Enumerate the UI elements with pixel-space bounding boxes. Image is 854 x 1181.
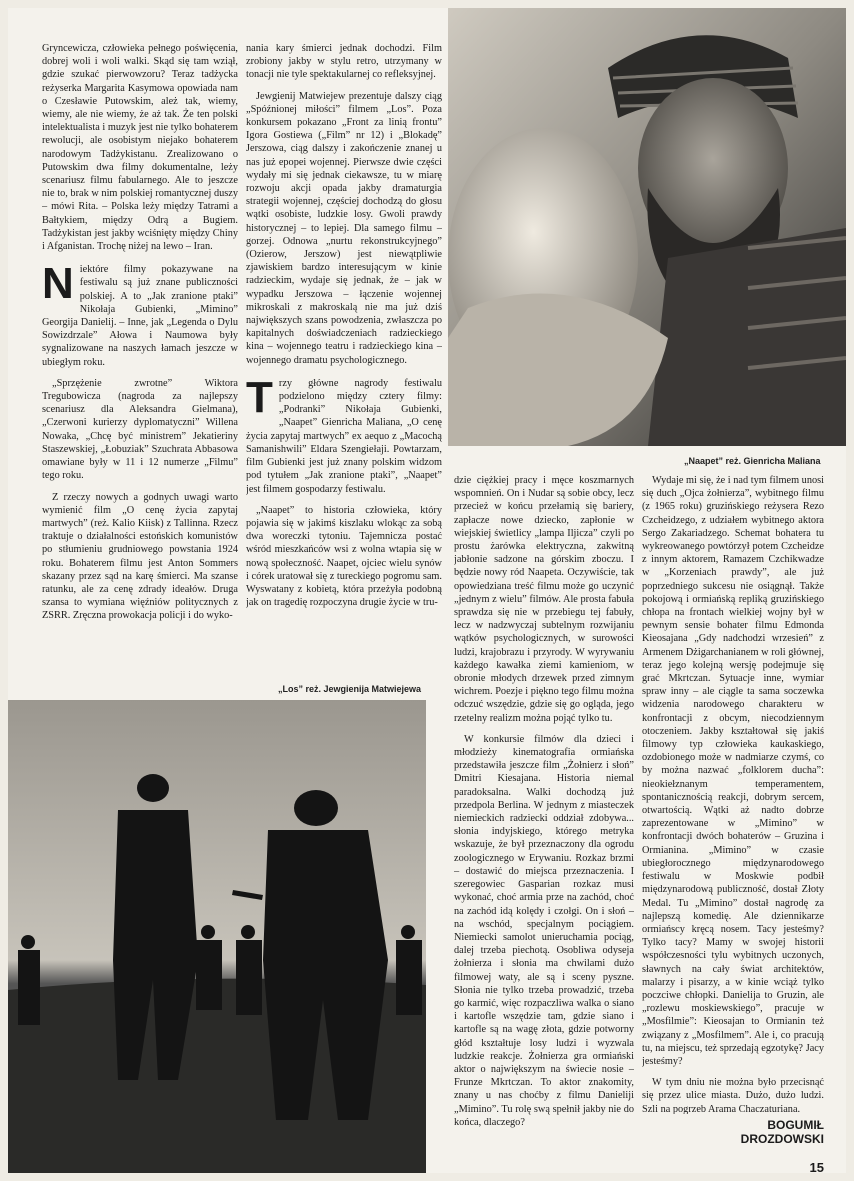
paragraph: Jewgienij Matwiejew prezentuje dalszy ciąg „Spóźnionej miłości” filmem „Los”. Poza konkursem pokazano „Front za linią frontu” Igora Gostiewa („Film” nr 12) i „Blokadę” Jerszowa, ciąg dalszy i zakończenie znanej u nas już epopei wojennej. Pierwsze dwie części wydały mi się jednak ciekawsze, tu w miarę rozwoju akcji opada jakby dramaturgia strategii wojennej, częściej dochodzą do głosu wątki osobiste, ludzkie losy. Gwoli prawdy historycznej – to lepiej. Dla samego filmu – gorzej. Odnowa „nurtu rekonstrukcyjnego” (Ozierow, Jerszow) jest niewątpliwie zjawiskiem bardzo interesującym w kinie radzieckim, wydaje się jednak, że – jak w wypadku Jerszowa – łączenie wojennej mikroskali z makroskalą nie ma już dziś największych szans powodzenia, zwłaszcza po kapitalnych doświadczeniach radzieckiego kina – wojennego teatru i radzieckiego kina – wojennego dramatu psychologicznego. [246, 90, 442, 366]
paragraph: Gryncewicza, człowieka pełnego poświęcenia, dobrej woli i woli walki. Skąd się tam wziął, gdzie szukać pierwowzoru? Teraz tadżycka reżyserka Margarita Kasymowa opowiada nam o Czesławie Putowskim, ależ tak, wiemy, wiemy, ale nie wiemy, że aż tak. Że ten polski intelektualista i muzyk jest nie tylko bohaterem rewolucji, ale osobistym niejako bohaterem narodowym Tadżykistanu. Zrealizowano o Putowskim dwa filmy dokumentalne, leży scenariusz filmu fabularnego. Ale to jeszcze nie to, brak w nim polskiej romantycznej duszy – mówi Rita. – Polska leży między Tatrami a Bałtykiem, między Odrą a Bugiem. Tadżykistan jest jakby wciśnięty między Chiny i Afganistan. Trochę niżej na lewo – Iran. [42, 43, 238, 253]
paragraph: Z rzeczy nowych a godnych uwagi warto wymienić film „O cenę życia zapytaj martwych” (reż. Kalio Kiisk) z Tallinna. Rzecz traktuje o działalności estońskich komunistów po stłumieniu grudniowego powstania 1924 roku. Bohaterem filmu jest Anton Sommers skazany przez sąd na karę śmierci. Ma szanse ratunku, ale za cenę zdrady ideałów. Druga szansa to wymiana więźniów politycznych z ZSRR. Zręczna prowokacja policji i do wyko- [42, 491, 238, 622]
paragraph-text: rzy główne nagrody festiwalu podzielono między cztery filmy: „Podranki” Nikołaja Gubienki, „Naapet” Gienricha Maliana, „O cenę życia zapytaj martwych” ex aequo z „Macochą Samanishwili” Eldara Szengiełaji. Powtarzam, film Gubienki jest już znany polskim widzom pod tytułem „Jak zranione ptaki”, „Naapet” jest filmem gospodarzy festiwalu. [246, 377, 442, 495]
paragraph-dropcap [246, 372, 442, 496]
photo-naapet-image [448, 8, 846, 446]
paragraph: „Naapet” to historia człowieka, który pojawia się w jakimś kiszlaku wlokąc za sobą dwa woreczki tytoniu. Tajemnicza postać wśród mieszkańców wsi z wolna wtapia się w nową społeczność. Naapet, ojciec wielu synów i córek uratował się z tureckiego pogromu sam. Wyswatany z kobietą, która przeżyła podobną jak on tragedię rozpoczyna drugie życie w tru- [246, 504, 442, 609]
paragraph: W konkursie filmów dla dzieci i młodzieży kinematografia ormiańska przedstawiła jeszcze film „Żołnierz i słoń” Dmitri Kiesajana. Historia niemal paradoksalna. Walki dochodzą już przedpola Berlina. W jednym z miasteczek niemieckich radziecki oddział zdobywa... słonia indyjskiego, którego metryka wskazuje, że był przeznaczony dla ogrodu zoologicznego w Erywaniu. Rozkaz brzmi – dostawić do miejsca przeznaczenia. I szeregowiec Gasparian rozkaz musi wykonać, choć armia prze na zachód, choć na zachód idą kolędy i czołgi. On i słoń – na wschód, specjalnym pociągiem. Niemiecki samolot unieruchamia pociąg, dalej trzeba piechotą. Osobliwa odyseja żołnierza i słonia ma chwilami dużo filmowej waty, ale są i sceny pyszne. Słonia nie tylko trzeba prowadzić, trzeba go karmić, więc rozpaczliwa walka o siano i kartofle wszędzie tam, gdzie siano i kartofle są na wagę złota, gdzie potworny głód kształtuje losy ludzi i wyzwala ludzkie reakcje. Żołnierza gra ormiański aktor o największym na świecie nosie – Frunze Mkrtczan. To aktor znakomity, znany u nas choćby z filmu Danieliji „Mimino”. Tu rolę swą spełnił jakby nie do końca, dlaczego? [454, 733, 634, 1128]
photo-los [8, 700, 426, 1173]
magazine-page [8, 8, 846, 1173]
paragraph: „Sprzężenie zwrotne” Wiktora Tregubowicza (nagroda za najlepszy scenariusz dla Aleksandra Gielmana), „Czerwoni kurierzy dyplomatyczni” Willena Nowaka, „Chcę być ministrem” Jekatieriny Staszewskiej, „Łobuziak” Szuchrata Abbasowa omawiane były w 11 i 12 numerze „Filmu” tego roku. [42, 377, 238, 482]
paragraph-dropcap [42, 259, 238, 369]
paragraph: dzie ciężkiej pracy i męce koszmarnych wspomnień. On i Nudar są sobie obcy, lecz przecież w końcu przełamią się bariery, zapłacze nowe dziecko, zapłonie w wiejskiej świetlicy „lampa Iljicza” czyli po prostu żarówka elektryczna, zakwitną jabłonie sadzone na górskim zboczu. I będzie nowy ród Naapeta. Oczywiście, tak opowiedziana treść filmu może go uczynić „jednym z wielu” filmów. Ale prosta fabuła sprawdza się nie w przebiegu tej fabuły, lecz w nadzwyczaj subtelnym rozwijaniu wątków psychologicznych, w surowości ludzi, krajobrazu i przyrody. W wyrywaniu każdego kawałka ziemi kamieniom, w obronie młodych drzewek przed zimnym wichrem. Poezje i piękno tego filmu można odczuć wszędzie, gdzie się go ogląda, jego rzetelny realizm można pojąć tylko tu. [454, 475, 634, 724]
photo-los-image [8, 700, 426, 1173]
paragraph-text: iektóre filmy pokazywane na festiwalu są już znane publiczności polskiej. A to „Jak zranione ptaki” Nikołaja Gubienki, „Mimino” Georgija Danielij. – Inne, jak „Legenda o Dylu Sowizdrzale” Ałowa i Naumowa były sygnalizowane na naszych łamach jeszcze w ubiegłym roku. [42, 264, 238, 368]
photo-naapet [448, 8, 846, 446]
paragraph: nania kary śmierci jednak dochodzi. Film zrobiony jakby w stylu retro, utrzymany w tonacji nie tyle spektakularnej co refleksyjnej. [246, 43, 442, 81]
text-column-3 [454, 474, 634, 1164]
text-column-2 [246, 42, 442, 682]
page-number: 15 [809, 1160, 824, 1175]
drop-cap: N [42, 259, 74, 309]
caption-naapet: „Naapet” reż. Gienricha Maliana [684, 456, 821, 466]
author-byline [741, 1118, 824, 1146]
drop-cap: T [246, 372, 273, 422]
caption-los: „Los” reż. Jewgienija Matwiejewa [278, 684, 422, 694]
author-first-name: BOGUMIŁ [767, 1118, 824, 1132]
text-column-4 [642, 474, 824, 1114]
author-last-name: DROZDOWSKI [740, 1132, 824, 1146]
text-column-1 [42, 42, 238, 692]
paragraph: W tym dniu nie można było przecisnąć się przez ulice miasta. Dużo, dużo ludzi. Szli na pogrzeb Arama Chaczaturiana. [642, 1077, 824, 1114]
paragraph: Wydaje mi się, że i nad tym filmem unosi się duch „Ojca żołnierza”, wybitnego filmu (z 1965 roku) gruzińskiego reżysera Rezo Czcheidzego, z udziałem wybitnego aktora Sergo Zakariadzego. Schemat bohatera tu wykreowanego powtórzył potem Czcheidze z innym aktorem, Ramazem Czchikwadze w „Korzeniach prawdy”, ale już poprzedniego sukcesu nie osiągnął. Także pokojową i ormiańską repliką gruzińskiego chłopa na frontach wielkiej wojny był w pewnym sensie bohater filmu Edmonda Kieosajana „Gdy nadchodzi wrzesień” z Armenem Dżigarchanianem w roli głównej, teraz jego kolejną wersję podejmuje się grać Mkrtczan. Sytuacje inne, wymiar spraw inny – ale ciągle ta sama soczewka widzenia narodowego charakteru w konfrontacji z obcym, niecodziennym otoczeniem. Jakby kształtował się jakiś filmowy typ człowieka kaukaskiego, ozdobionego może w nadmiarze czymś, co by można nazwać „folklorem ducha”: nieokiełznanym temperamentem, spontanicznością reakcji, dobrym sercem, otwartością. Wątki aż nadto dobrze zaprezentowane w „Mimino” w konfrontacji dwóch bohaterów – Gruzina i Ormianina. „Mimino” w czasie ubiegłorocznego międzynarodowego festiwalu w Moskwie podbił międzynarodową publiczność, dostał Złoty Medal. Tu „Mimino” dostał nagrodę za najlepszą komedię. Ale dziennikarze ormiańscy kręcą nosem. Tacy jesteśmy? Tylko tacy? Mamy w swojej historii współczesności tylu wybitnych uczonych, sławnych na cały świat architektów, malarzy i pisarzy, a w kinie wciąż tylko poczciwe chłopki. Danielija to Gruzin, ale „rozlewu moskiewskiego”, pracuje w „Mosfilmie”: Kieosajan to Ormianin też związany z „Mosfilmem”. Ale i, co pracują tu, na miejscu, też sprzedają egzotykę? Jacy jesteśmy? [642, 475, 824, 1067]
